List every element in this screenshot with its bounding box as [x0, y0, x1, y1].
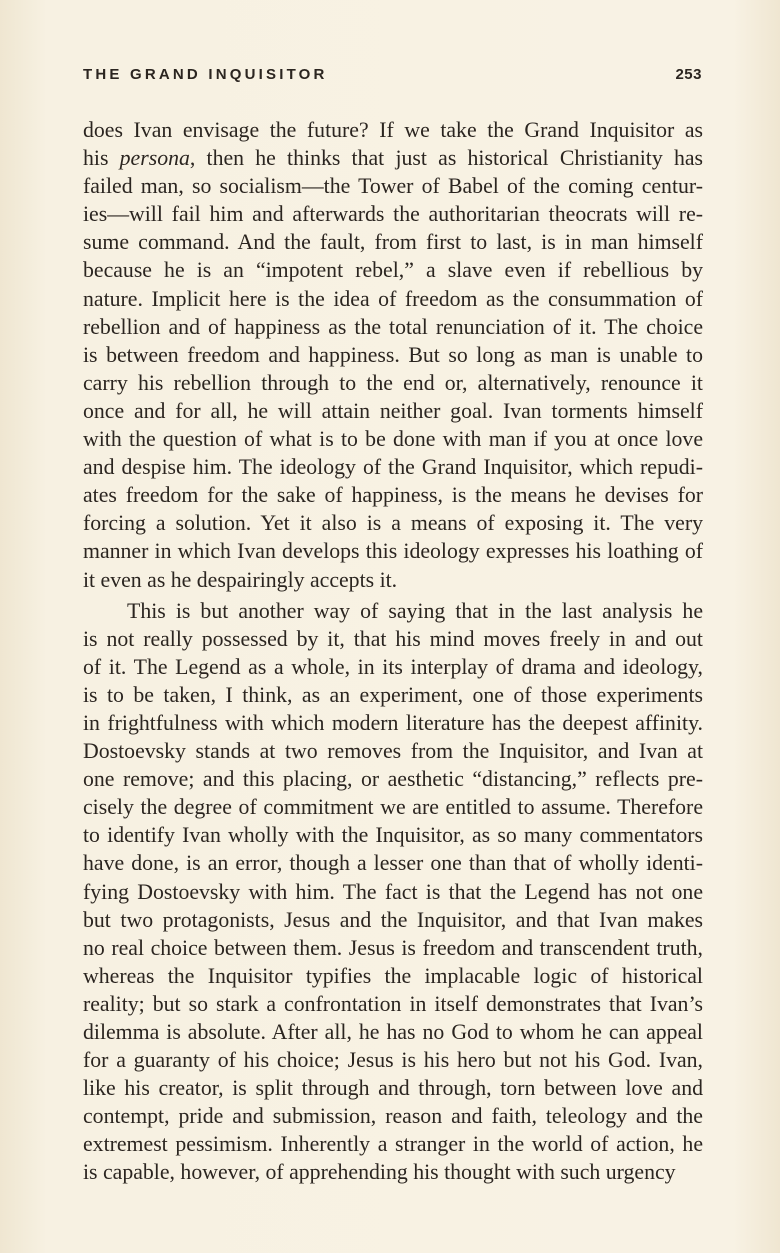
text-line: is capable, however, of apprehending his thought with such urgency — [83, 1160, 676, 1185]
text-line: Dostoevsky stands at two removes from the Inquisitor, and Ivan at — [83, 739, 703, 764]
text-line: no real choice between them. Jesus is freedom and transcendent truth, — [83, 935, 703, 960]
text-line: extremest pessimism. Inherently a stranger in the world of action, he — [83, 1132, 703, 1157]
text-line: ies—will fail him and afterwards the authoritarian theocrats will re- — [83, 202, 703, 227]
text-line: for a guaranty of his choice; Jesus is his hero but not his God. Ivan, — [83, 1048, 703, 1073]
running-head — [83, 66, 702, 83]
text-line: sume command. And the fault, from first to last, is in man himself — [83, 230, 703, 255]
text-line: reality; but so stark a confrontation in itself demonstrates that Ivan’s — [83, 991, 703, 1016]
text-line: ates freedom for the sake of happiness, is the means he devises for — [83, 483, 703, 508]
text-line: it even as he despairingly accepts it. — [83, 567, 398, 592]
text-line: like his creator, is split through and through, torn between love and — [83, 1076, 703, 1101]
text-line: but two protagonists, Jesus and the Inquisitor, and that Ivan makes — [83, 907, 703, 932]
text-line: once and for all, he will attain neither goal. Ivan torments himself — [83, 398, 703, 423]
text-line: fying Dostoevsky with him. The fact is that the Legend has not one — [83, 879, 703, 904]
text-line: have done, is an error, though a lesser one than that of wholly identi- — [83, 851, 703, 876]
text-line: carry his rebellion through to the end or, alternatively, renounce it — [83, 370, 703, 395]
text-line: and despise him. The ideology of the Grand Inquisitor, which repudi- — [83, 455, 703, 480]
page-number: 253 — [675, 66, 702, 83]
text-line: rebellion and of happiness as the total renunciation of it. The choice — [83, 314, 703, 339]
text-line: contempt, pride and submission, reason and faith, teleology and the — [83, 1104, 703, 1129]
paragraph — [83, 597, 703, 1187]
text-line: of it. The Legend as a whole, in its interplay of drama and ideology, — [83, 654, 703, 679]
text-line: forcing a solution. Yet it also is a means of exposing it. The very — [83, 511, 703, 536]
text-line: his persona, then he thinks that just as historical Christianity has — [83, 146, 704, 171]
text-line: to identify Ivan wholly with the Inquisitor, as so many commentators — [83, 823, 703, 848]
text-line: nature. Implicit here is the idea of freedom as the consummation of — [83, 286, 703, 311]
text-line: manner in which Ivan develops this ideology expresses his loathing of — [83, 539, 703, 564]
text-line: with the question of what is to be done with man if you at once love — [83, 427, 703, 452]
text-line: This is but another way of saying that in the last analysis he — [127, 598, 703, 623]
text-line: is to be taken, I think, as an experiment, one of those experiments — [83, 682, 703, 707]
text-line: cisely the degree of commitment we are entitled to assume. Therefore — [83, 795, 703, 820]
running-head-title: THE GRAND INQUISITOR — [83, 66, 328, 83]
text-line: because he is an “impotent rebel,” a slave even if rebellious by — [83, 258, 703, 283]
text-line: one remove; and this placing, or aesthetic “distancing,” reflects pre- — [83, 767, 703, 792]
text-line: is between freedom and happiness. But so long as man is unable to — [83, 342, 703, 367]
text-line: failed man, so socialism—the Tower of Babel of the coming centur- — [83, 174, 703, 199]
body-text — [83, 116, 703, 1187]
paragraph — [83, 116, 703, 594]
text-line: dilemma is absolute. After all, he has no God to whom he can appeal — [83, 1020, 703, 1044]
text-line: whereas the Inquisitor typifies the implacable logic of historical — [83, 963, 703, 988]
text-line: is not really possessed by it, that his mind moves freely in and out — [83, 626, 703, 651]
text-line: does Ivan envisage the future? If we take the Grand Inquisitor as — [83, 118, 703, 142]
text-line: in frightfulness with which modern literature has the deepest affinity. — [83, 710, 703, 735]
